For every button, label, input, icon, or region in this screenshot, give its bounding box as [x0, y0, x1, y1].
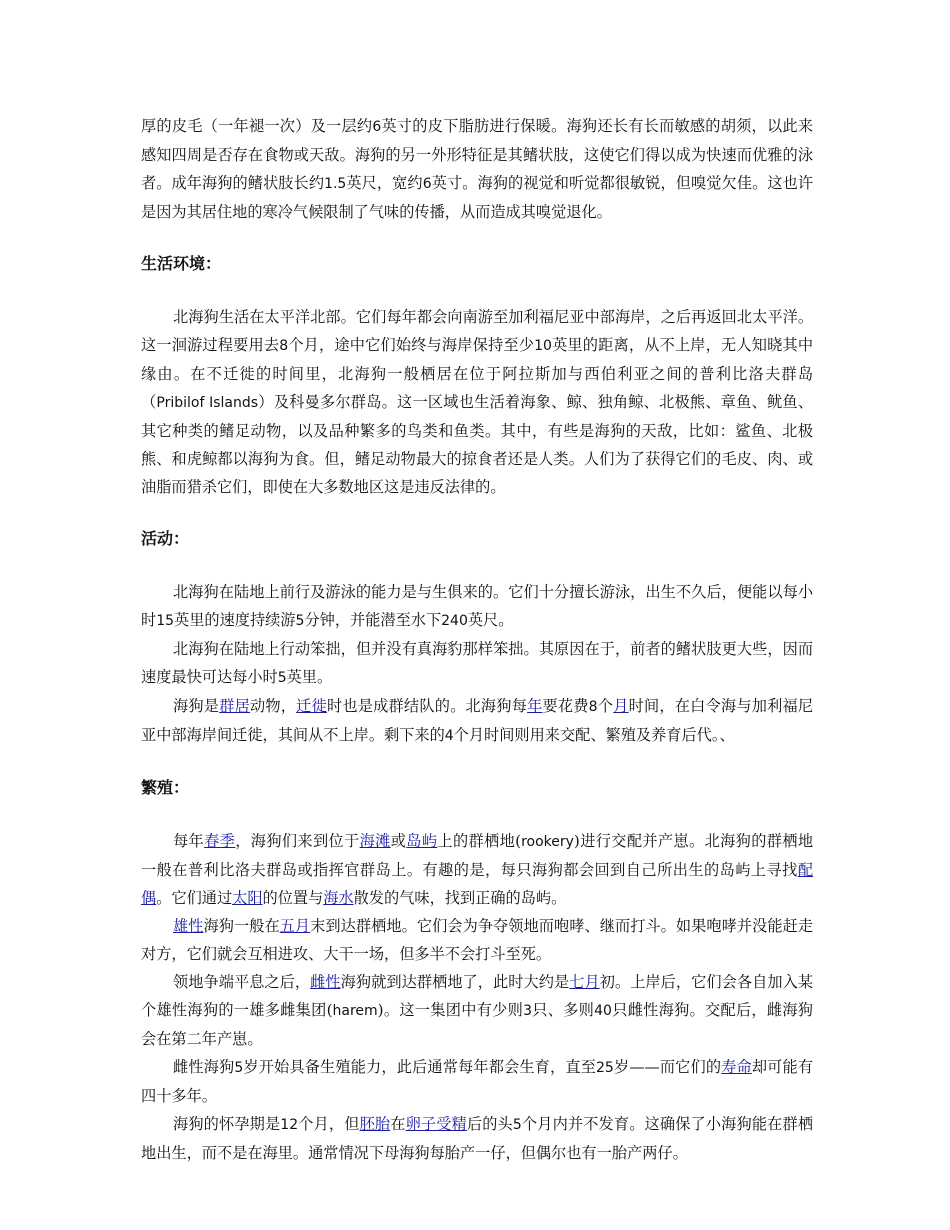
text-run: 厚的皮毛（一年褪一次）及一层约	[141, 117, 373, 135]
number: 8	[588, 699, 598, 715]
number: 40	[594, 1003, 612, 1019]
text-run: 英里。	[286, 668, 333, 686]
text-run: 英尺，宽约	[346, 174, 423, 192]
number: 8	[279, 338, 289, 354]
text-run: 北海狗在陆地上前行及游泳的能力是与生俱来的。它们十分擅长游泳，出生不久后，便能以每小时	[141, 583, 813, 629]
number: 5	[512, 1117, 522, 1133]
text-run: 上的群栖地(	[437, 832, 522, 850]
number: 1.5	[324, 176, 347, 192]
text-run: ）及科曼多尔群岛。这一区域也生活着海象、鲸、独角鲸、北极熊、章鱼、鱿鱼、其它种类的鳍足动物，以及品种繁多的鸟类和鱼类。其中，有些是海狗的天敌，比如：鲨鱼、北极熊、和虎鲸都以海狗为食。但，鳍足动物最大的掠食者还是人类。人们为了获得它们的毛皮、肉、或油脂而猎杀它们，即使在大多数地区这是违反法律的。	[141, 393, 814, 496]
link-spring[interactable]: 春季	[204, 832, 236, 850]
text-run: 动物，	[249, 697, 297, 715]
link-gregarious[interactable]: 群居	[219, 697, 250, 715]
text-run: 英里的距离，从不上岸，无人知晓其中缘由。在不迁徙的时间里，北海狗一般栖居在位于阿拉斯加与西伯利亚之间的普利比洛夫群岛（	[141, 336, 814, 411]
number: 25	[596, 1060, 614, 1076]
link-sun[interactable]: 太阳	[232, 889, 263, 907]
breeding-paragraph-2	[141, 912, 813, 968]
breeding-paragraph-4	[141, 1053, 813, 1110]
text-run: 个月内并不发育。这确保了小海狗能在群栖地出生，而不是在海里。通常情况下母海狗每胎产一仔，但偶尔也有一胎产两仔。	[141, 1115, 814, 1162]
text-run: 英寸的皮下脂肪进行保暖。海狗还长有长而敏感的胡须，以此来感知四周是否存在食物或天敌。海狗的另一外形特征是其鳍状肢，这使它们得以成为快速而优雅的泳者。成年海狗的鳍状肢长约	[141, 117, 814, 192]
text-run: 在	[390, 1115, 406, 1133]
link-july[interactable]: 七月	[569, 973, 600, 991]
text-run: 海狗是	[173, 697, 220, 715]
link-male[interactable]: 雄性	[173, 917, 204, 935]
heading-habitat: 生活环境：	[141, 254, 222, 273]
latin-term: rookery	[521, 834, 574, 850]
habitat-paragraph	[141, 303, 813, 501]
document-page	[141, 112, 813, 1167]
latin-term: harem	[332, 1003, 378, 1019]
link-lifespan[interactable]: 寿命	[721, 1058, 752, 1076]
text-run: 海狗就到达群栖地了，此时大约是	[340, 973, 570, 991]
link-may[interactable]: 五月	[279, 917, 311, 935]
link-embryo[interactable]: 胚胎	[359, 1115, 391, 1133]
heading-activity: 活动：	[141, 529, 190, 548]
number: 3	[523, 1003, 532, 1019]
text-run: ，海狗们来到位于	[235, 832, 360, 850]
text-run: )。这一集团中有少则	[377, 1001, 524, 1019]
text-run: 或	[390, 832, 407, 850]
link-female[interactable]: 雌性	[310, 973, 341, 991]
text-run: 却可能有四十多年。	[141, 1058, 814, 1105]
text-run: 英寸。海狗的视觉和听觉都很敏锐，但嗅觉欠佳。这也许是因为其居住地的寒冷气候限制了气味的传播，从而造成其嗅觉退化。	[141, 174, 814, 221]
breeding-paragraph-5	[141, 1110, 813, 1167]
text-run: 时间，在白令海与加利福尼亚中部海岸间迁徙，其间从不上岸。剩下来的	[141, 697, 814, 744]
text-run: 北海狗生活在太平洋北部。它们每年都会向南游至加利福尼亚中部海岸，之后再返回北太平洋。这一洄游过程要用去	[141, 308, 813, 354]
text-run: 个	[597, 697, 614, 715]
text-run: 只、多则	[531, 1001, 595, 1019]
intro-paragraph	[141, 112, 813, 226]
link-seawater[interactable]: 海水	[323, 889, 354, 907]
text-run: 海狗一般在	[203, 917, 280, 935]
text-run: 末到达群栖地。它们会为争夺领地而咆哮、继而打斗。如果咆哮并没能赶走对方，它们就会互相进攻、大干一场，但多半不会打斗至死。	[141, 917, 814, 963]
number: 4	[444, 728, 454, 744]
text-run: 英里的速度持续游	[174, 611, 296, 629]
number: 6	[372, 119, 382, 135]
text-run: 雌性海狗	[173, 1058, 235, 1076]
link-mate[interactable]: 配偶	[141, 861, 813, 907]
text-run: 每年	[173, 832, 205, 850]
text-run: 分钟，并能潜至水下	[304, 611, 442, 629]
text-run: 。它们通过	[156, 889, 233, 907]
link-month[interactable]: 月	[613, 697, 629, 715]
breeding-paragraph-3	[141, 968, 813, 1053]
text-run: 个月，但	[298, 1115, 360, 1133]
activity-paragraph-2	[141, 635, 813, 692]
heading-breeding: 繁殖：	[141, 778, 190, 797]
text-run: )进行交配并产崽。北海狗的群栖地一般在普利比洛夫群岛或指挥官群岛上。有趣的是，每只海狗都会回到自己所出生的岛屿上寻找	[141, 832, 814, 879]
text-run: 后的头	[466, 1115, 513, 1133]
activity-paragraph-1	[141, 578, 813, 635]
number: 240	[441, 613, 468, 629]
text-run: 时也是成群结队的。北海狗每	[326, 697, 528, 715]
text-run: 个月时间则用来交配、繁殖及养育后代。、	[453, 726, 735, 744]
link-fertilization[interactable]: 卵子受精	[405, 1115, 467, 1133]
text-run: 只雌性海狗。交配后，雌海狗会在第二年产崽。	[141, 1001, 813, 1048]
text-run: 初。上岸后，它们会各自加入某个雄性海狗的一雄多雌集团(	[141, 973, 814, 1019]
text-run: 英尺。	[467, 611, 514, 629]
text-run: 岁——而它们的	[613, 1058, 722, 1076]
number: 12	[280, 1117, 299, 1133]
number: 6	[422, 176, 432, 192]
number: 15	[156, 613, 175, 629]
text-run: 个月，途中它们始终与海岸保持至少	[288, 336, 535, 354]
text-run: 海狗的怀孕期是	[173, 1115, 281, 1133]
text-run: 要花费	[542, 697, 589, 715]
activity-paragraph-3	[141, 692, 813, 750]
number: 5	[277, 670, 287, 686]
link-island[interactable]: 岛屿	[406, 832, 438, 850]
text-run: 的位置与	[262, 889, 324, 907]
text-run: 散发的气味，找到正确的岛屿。	[353, 889, 567, 907]
number: 5	[234, 1060, 244, 1076]
link-beach[interactable]: 海滩	[359, 832, 391, 850]
breeding-paragraph-1	[141, 827, 813, 912]
text-run: 领地争端平息之后，	[173, 973, 311, 991]
link-migration[interactable]: 迁徙	[296, 697, 327, 715]
number: 5	[295, 613, 305, 629]
link-year[interactable]: 年	[527, 697, 543, 715]
number: 10	[534, 338, 552, 354]
text-run: 北海狗在陆地上行动笨拙，但并没有真海豹那样笨拙。其原因在于，前者的鳍状肢更大些，因而速度最快可达每小时	[141, 640, 813, 686]
latin-name: Pribilof Islands	[156, 395, 259, 411]
text-run: 岁开始具备生殖能力，此后通常每年都会生育，直至	[243, 1058, 597, 1076]
